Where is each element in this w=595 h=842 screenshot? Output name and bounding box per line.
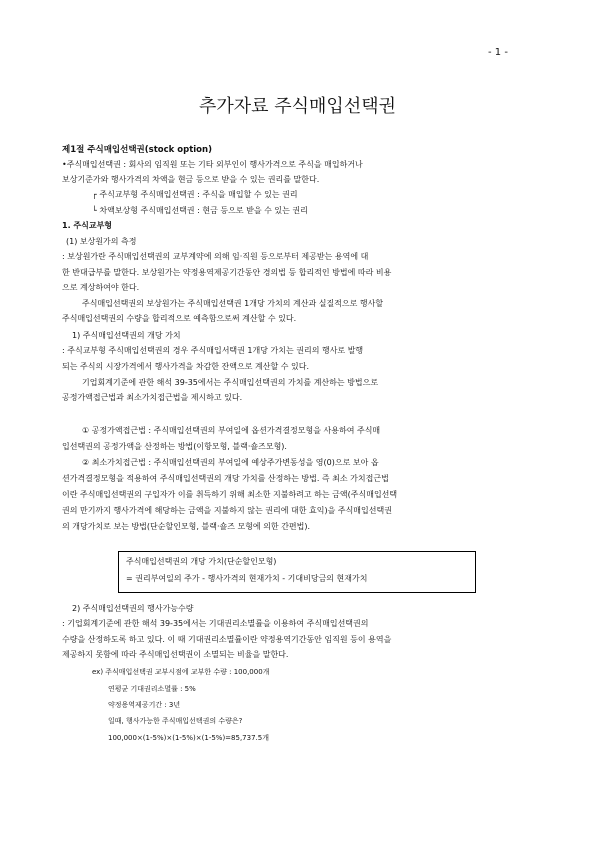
section-heading: 제1절 주식매입선택권(stock option): [62, 145, 212, 155]
subsection-heading: 1. 주식교부형: [62, 221, 113, 230]
body-line: 이란 주식매입선택권의 구입자가 이를 취득하기 위해 최소한 지불하려고 하는 금액(주식매입선택: [62, 490, 398, 499]
body-line: ┌ 주식교부형 주식매입선택권 : 주식을 매입할 수 있는 권리: [92, 190, 298, 199]
body-line: 제공하지 못함에 따라 주식매입선택권이 소멸되는 비율을 말한다.: [62, 650, 289, 659]
body-line: 공정가액접근법과 최소가치접근법을 제시하고 있다.: [62, 393, 243, 402]
body-line: 의 개당가치로 보는 방법(단순할인모형, 블랙·숄즈 모형에 의한 간편법).: [62, 522, 311, 531]
body-line: 2) 주식매입선택권의 행사가능수량: [72, 604, 194, 613]
example-line: 100,000×(1-5%)×(1-5%)×(1-5%)=85,737.5개: [108, 734, 269, 742]
body-line: └ 차액보상형 주식매입선택권 : 현금 등으로 받을 수 있는 권리: [92, 206, 308, 215]
body-line: 권의 만기까지 행사가격에 해당하는 금액을 지불하지 않는 권리에 대한 효익)을 주식매입선택권: [62, 506, 392, 515]
body-line: 한 반대급부를 말한다. 보상원가는 약정용역제공기간동안 경의법 등 합리적인 방법에 따라 비용: [62, 268, 392, 277]
body-line: 되는 주식의 시장가격에서 행사가격을 차감한 잔액으로 계산할 수 있다.: [62, 362, 309, 371]
body-line: 기업회계기준에 관한 해석 39-35에서는 주식매입선택권의 가치를 계산하는 방법으로: [82, 378, 379, 387]
body-line: ② 최소가치접근법 : 주식매입선택권의 부여일에 예상주가변동성을 영(0)으로 보아 옵: [82, 458, 379, 467]
example-line: ex) 주식매입선택권 교부시점에 교부한 수량 : 100,000개: [92, 668, 270, 676]
body-line: 수량을 산정하도록 하고 있다. 이 때 기대권리소멸률이란 약정용역기간동안 임직원 등이 용역을: [62, 635, 392, 644]
body-line: 보상기준가와 행사가격의 차액을 현금 등으로 받을 수 있는 권리를 말한다.: [62, 175, 320, 184]
formula-expression: = 권리부여일의 주가 - 행사가격의 현재가치 - 기대비당금의 현재가치: [126, 574, 368, 583]
example-line: 일때, 행사가능한 주식매입선택권의 수량은?: [108, 717, 243, 725]
body-line: (1) 보상원가의 측정: [66, 237, 137, 246]
example-line: 연평균 기대권리소멸률 : 5%: [108, 685, 196, 693]
formula-title: 주식매입선택권의 개당 가치(단순할인모형): [126, 557, 277, 566]
body-line: : 기업회계기준에 관한 해석 39-35에서는 기대권리소멸률을 이용하여 주식매입선택권의: [62, 619, 369, 628]
body-line: 주식매입선택권의 보상원가는 주식매입선택권 1개당 가치의 계산과 실질적으로 행사할: [82, 299, 384, 308]
body-line: •주식매입선택권 : 회사의 임직원 또는 기타 외부인이 행사가격으로 주식을 매입하거나: [62, 160, 363, 169]
body-line: 주식매입선택권의 수량을 합리적으로 예측함으로써 계산할 수 있다.: [62, 314, 297, 323]
page-number: - 1 -: [488, 47, 508, 58]
body-line: 으로 계상하여야 한다.: [62, 283, 140, 292]
page-title: 추가자료 주식매입선택권: [199, 96, 396, 117]
body-line: ① 공정가액접근법 : 주식매입선택권의 부여일에 옵션가격결정모형을 사용하여 주식매: [82, 426, 381, 435]
body-line: 션가격결정모형을 적용하여 주식매입선택권의 개당 가치를 산정하는 방법. 즉 최소 가치접근법: [62, 474, 389, 483]
example-line: 약정용역제공기간 : 3년: [108, 701, 181, 709]
body-line: : 보상원가란 주식매입선택권의 교부계약에 의해 임·직원 등으로부터 제공받는 용역에 대: [62, 252, 369, 261]
body-line: 1) 주식매입선택권의 개당 가치: [72, 331, 181, 340]
body-line: 입선택권의 공정가액을 산정하는 방법(이항모형, 블랙·숄즈모형).: [62, 442, 287, 451]
body-line: : 주식교부형 주식매입선택권의 경우 주식매입서택권 1개당 가치는 권리의 행사로 발행: [62, 346, 364, 355]
